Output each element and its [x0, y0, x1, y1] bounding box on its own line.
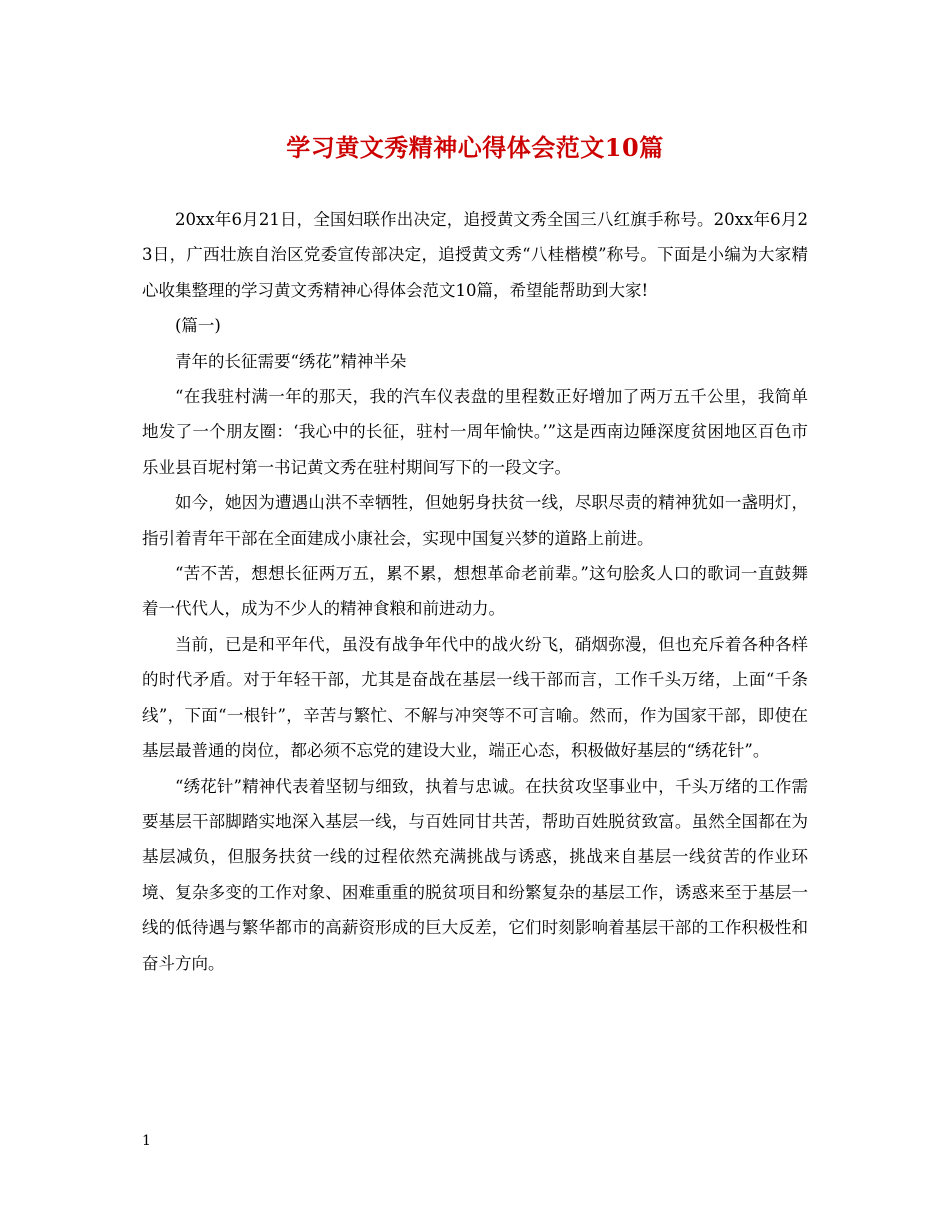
paragraph-section-heading: 青年的长征需要“绣花”精神半朵 — [175, 351, 407, 371]
paragraph-song: “苦不苦，想想长征两万五，累不累，想想革命老前辈。”这句脍炙人口的歌词一直鼓舞着一代代人，成为不少人的精神食粮和前进动力。 — [142, 564, 808, 619]
page-number: 1 — [142, 1133, 151, 1149]
paragraph-intro: 20xx年6月21日，全国妇联作出决定，追授黄文秀全国三八红旗手称号。20xx年6月23日，广西壮族自治区党委宣传部决定，追授黄文秀“八桂楷模”称号。下面是小编为大家精心收集整理的学习黄文秀精神心得体会范文10篇，希望能帮助到大家! — [142, 210, 808, 300]
paragraph-today: 如今，她因为遭遇山洪不幸牺牲，但她躬身扶贫一线，尽职尽责的精神犹如一盏明灯，指引着青年干部在全面建成小康社会，实现中国复兴梦的道路上前进。 — [142, 493, 808, 548]
paragraph-quote: “在我驻村满一年的那天，我的汽车仪表盘的里程数正好增加了两万五千公里，我简单地发了一个朋友圈：‘我心中的长征，驻村一周年愉快。’”这是西南边陲深度贫困地区百色市乐业县百坭村第一书记黄文秀在驻村期间写下的一段文字。 — [142, 387, 808, 477]
document-title: 学习黄文秀精神心得体会范文10篇 — [286, 133, 664, 162]
paragraph-needle-spirit: “绣花针”精神代表着坚韧与细致，执着与忠诚。在扶贫攻坚事业中，千头万绪的工作需要基层干部脚踏实地深入基层一线，与百姓同甘共苦，帮助百姓脱贫致富。虽然全国都在为基层减负，但服务扶贫一线的过程依然充满挑战与诱惑，挑战来自基层一线贫苦的作业环境、复杂多变的工作对象、困难重重的脱贫项目和纷繁复杂的基层工作，诱惑来至于基层一线的低待遇与繁华都市的高薪资形成的巨大反差，它们时刻影响着基层干部的工作积极性和奋斗方向。 — [142, 776, 808, 973]
paragraph-current: 当前，已是和平年代，虽没有战争年代中的战火纷飞，硝烟弥漫，但也充斥着各种各样的时代矛盾。对于年轻干部，尤其是奋战在基层一线干部而言，工作千头万绪，上面“千条线”，下面“一根针”，辛苦与繁忙、不解与冲突等不可言喻。然而，作为国家干部，即使在基层最普通的岗位，都必须不忘党的建设大业，端正心态，积极做好基层的“绣花针”。 — [142, 634, 808, 761]
document-body — [142, 202, 808, 981]
paragraph-section-label: (篇一) — [175, 316, 221, 336]
